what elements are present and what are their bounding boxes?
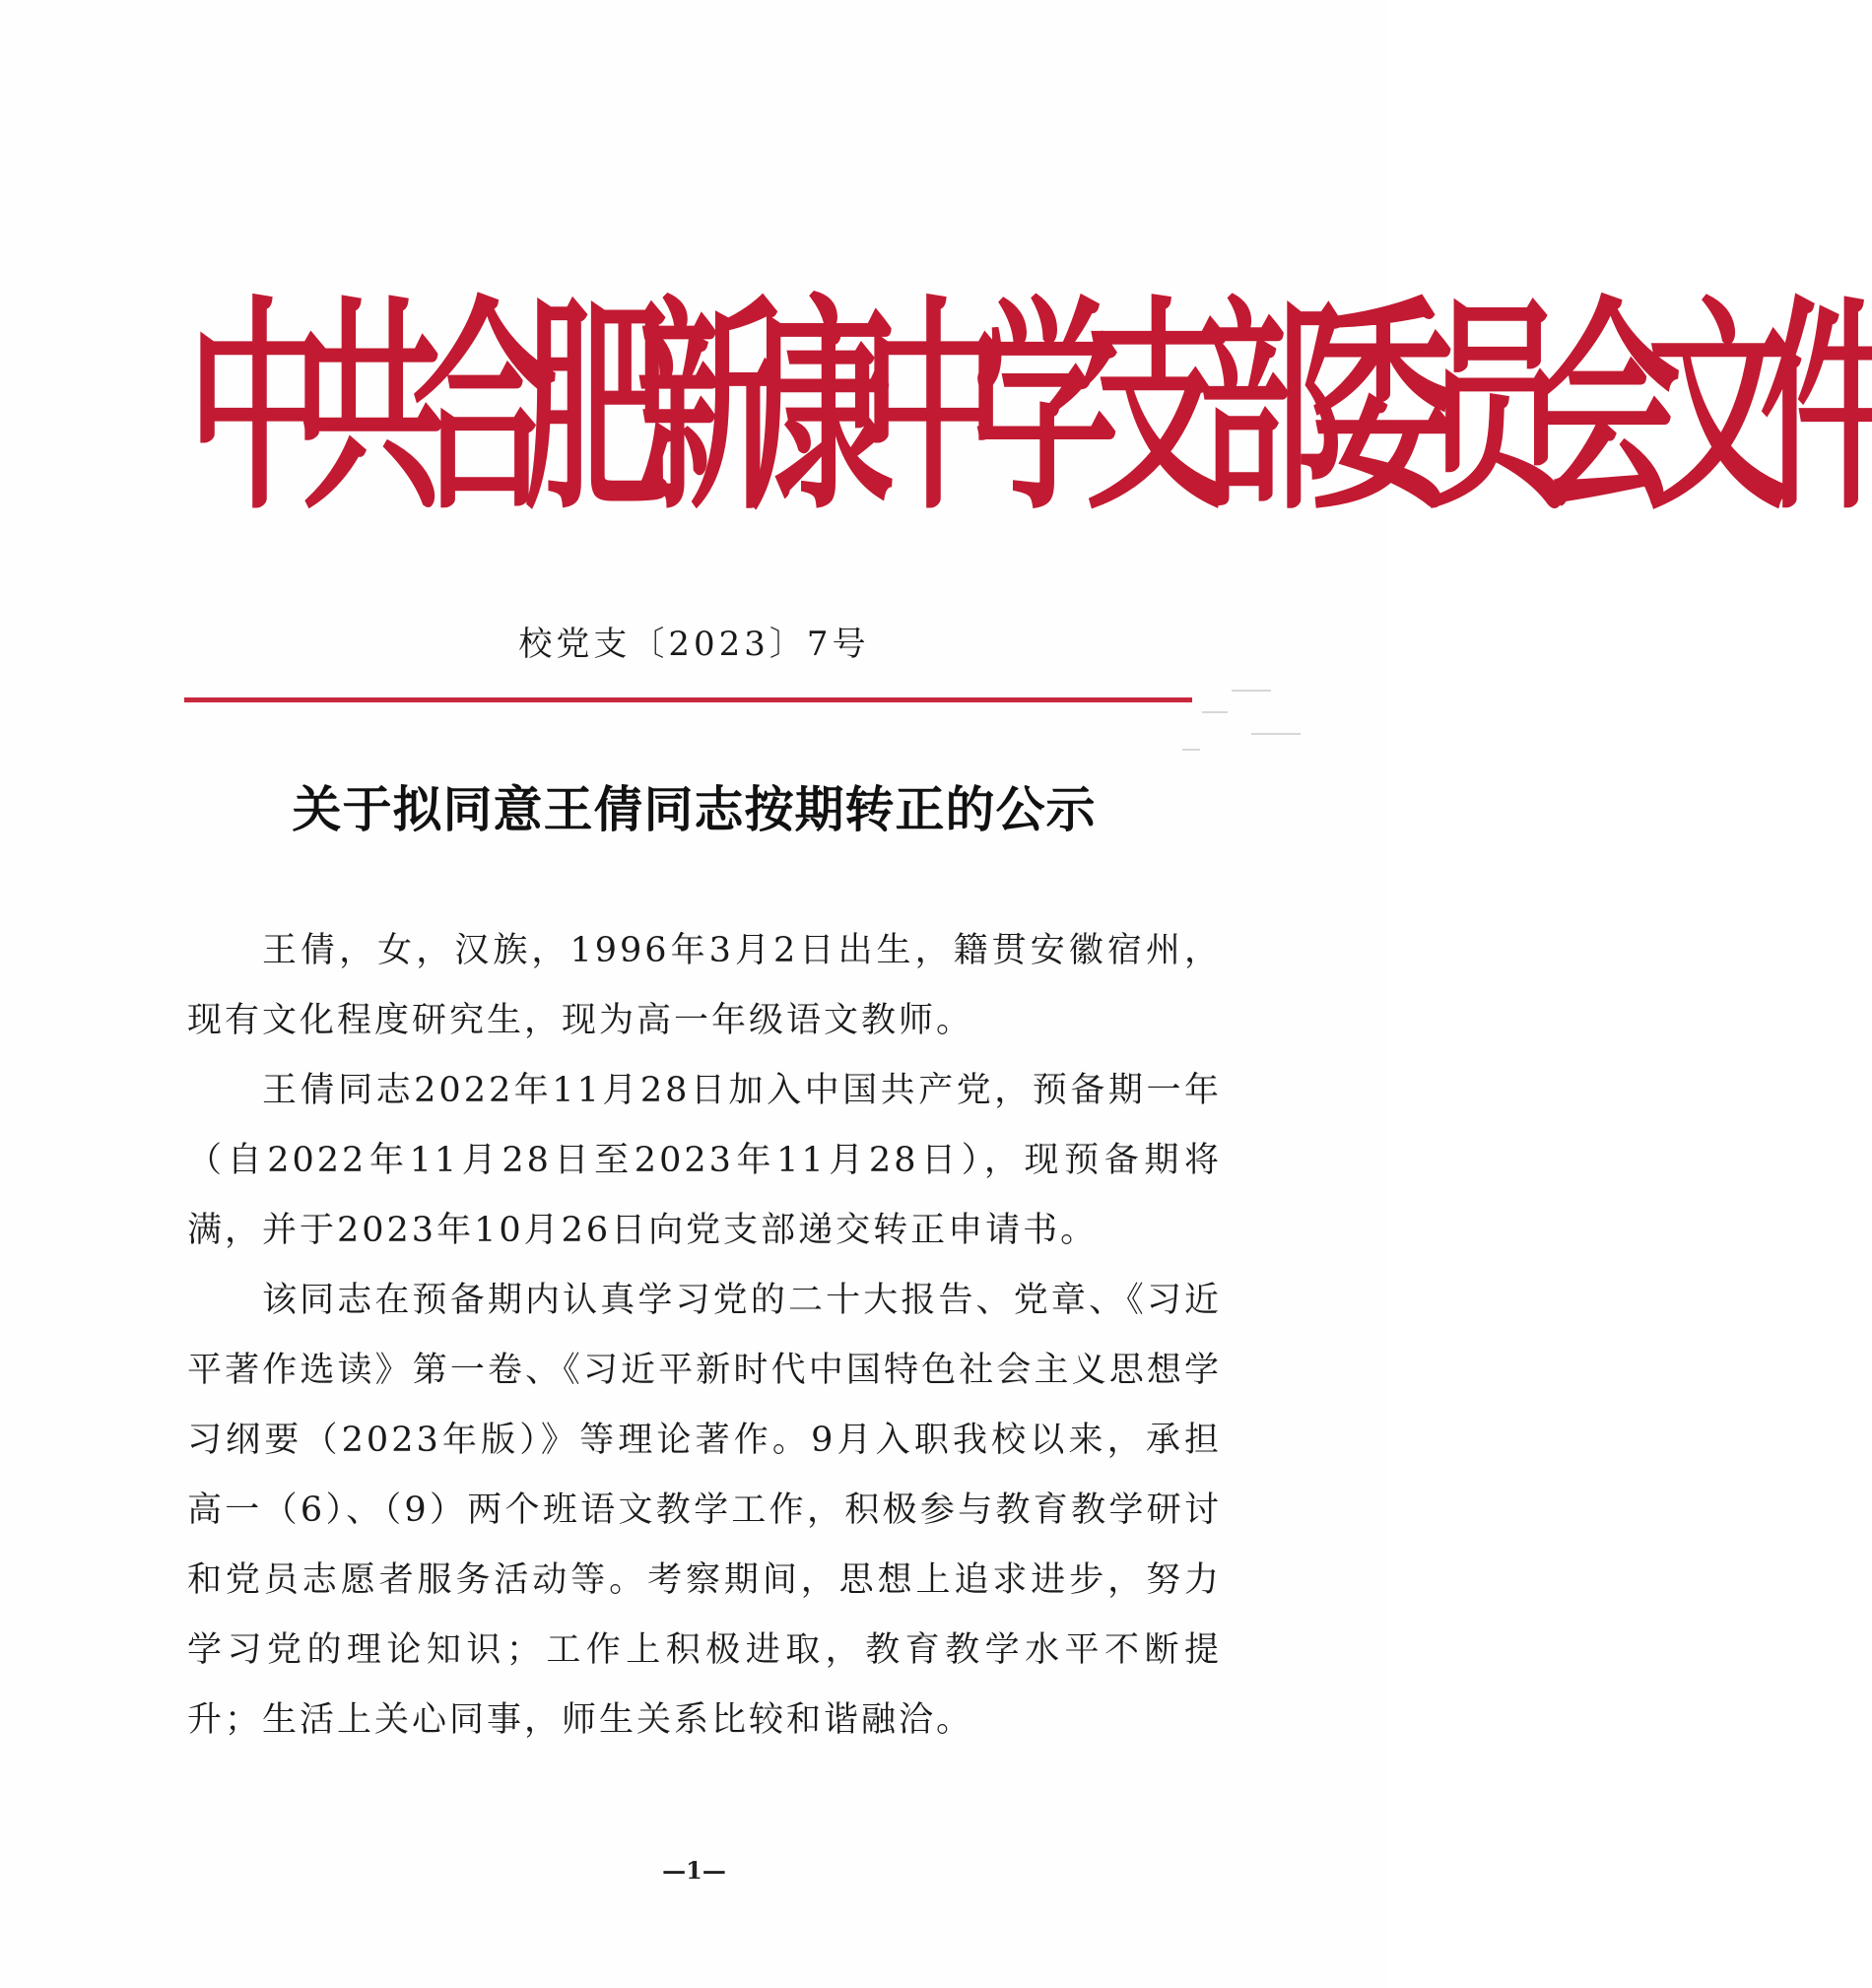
document-number: 校党支〔2023〕7号 <box>518 625 870 664</box>
paragraph-profile: 王倩，女，汉族，1996年3月2日出生，籍贯安徽宿州，现有文化程度研究生，现为高一年级语文教师。 <box>187 931 1222 1040</box>
scan-speck <box>1182 749 1200 751</box>
announcement-title: 关于拟同意王倩同志按期转正的公示 <box>292 780 1097 838</box>
scan-speck <box>1202 711 1228 713</box>
red-header-title: 中共合肥新康中学支部委员会文件 <box>187 277 1872 541</box>
red-divider-rule <box>184 697 1192 702</box>
scan-speck <box>1251 733 1301 735</box>
body-text <box>187 916 1222 1756</box>
page-number: —1— <box>662 1856 726 1885</box>
scan-speck <box>1232 690 1271 692</box>
paragraph-evaluation: 该同志在预备期内认真学习党的二十大报告、党章、《习近平著作选读》第一卷、《习近平新时代中国特色社会主义思想学习纲要（2023年版）》等理论著作。9月入职我校以来，承担高一（6）、（9）两个班语文教学工作，积极参与教育教学研讨和党员志愿者服务活动等。考察期间，思想上追求进步，努力学习党的理论知识；工作上积极进取，教育教学水平不断提升；生活上关心同事，师生关系比较和谐融洽。 <box>187 1281 1222 1740</box>
paragraph-membership: 王倩同志2022年11月28日加入中国共产党，预备期一年（自2022年11月28日至2023年11月28日），现预备期将满，并于2023年10月26日向党支部递交转正申请书。 <box>187 1071 1222 1250</box>
